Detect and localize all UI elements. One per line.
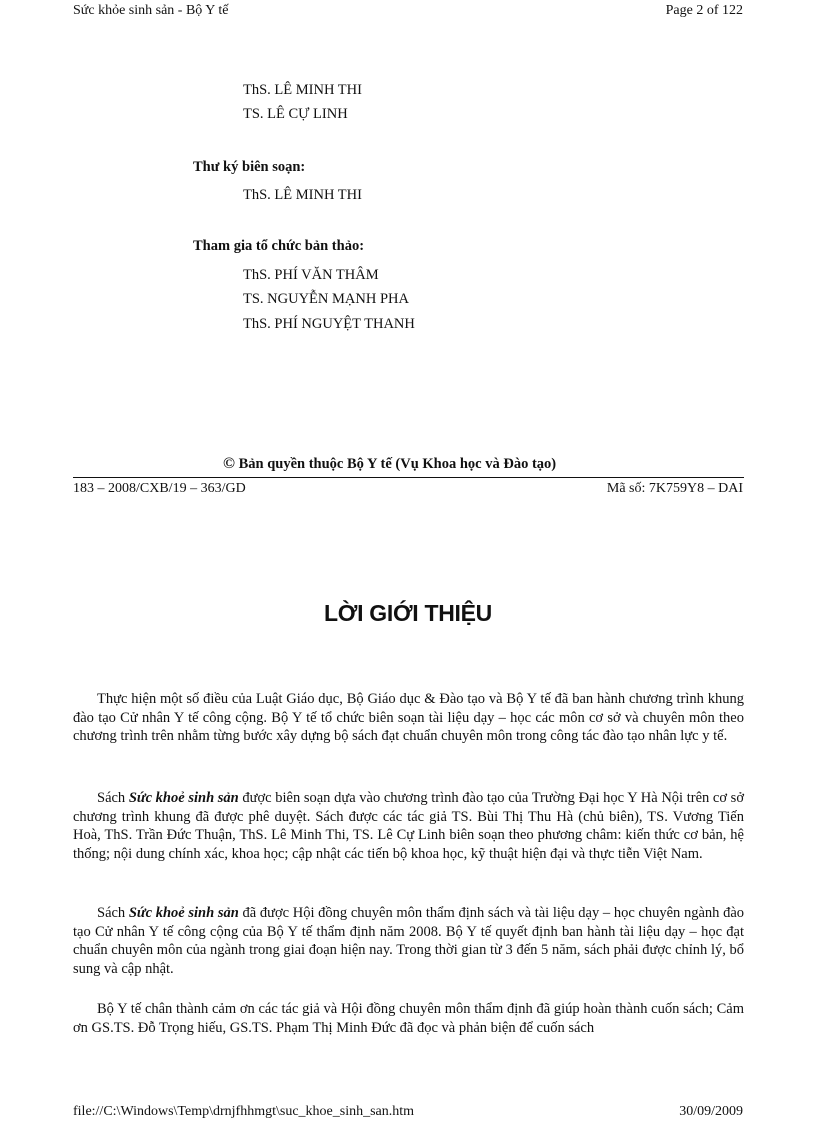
secretary-name: ThS. LÊ MINH THI	[243, 187, 362, 203]
book-title: Sức khoẻ sinh sản	[128, 790, 239, 806]
author-name: TS. LÊ CỰ LINH	[243, 106, 348, 122]
organizer-name: ThS. PHÍ NGUYỆT THANH	[243, 316, 415, 332]
copyright-text: Bản quyền thuộc Bộ Y tế (Vụ Khoa học và Đào tạo)	[238, 456, 557, 472]
print-footer-date: 30/09/2009	[679, 1104, 743, 1119]
paragraph-text: được biên soạn dựa vào chương trình đào tạo của Trường Đại học Y Hà Nội trên cơ sở chương trình khung đã được phê duyệt. Sách được các tác giả TS. Bùi Thị Thu Hà (chủ biên), TS. Vương Tiến Hoà, ThS. Trần Đức Thuận, ThS. Lê Minh Thi, TS. Lê Cự Linh biên soạn theo phương châm: kiến thức cơ bản, hệ thống; nội dung chính xác, khoa học; cập nhật các tiến bộ khoa học, kỹ thuật hiện đại và thực tiễn Việt Nam.	[73, 790, 744, 862]
print-header-page: Page 2 of 122	[665, 3, 743, 18]
paragraph-text: Sách	[97, 790, 129, 806]
intro-paragraph: Bộ Y tế chân thành cảm ơn các tác giả và Hội đồng chuyên môn thẩm định đã giúp hoàn thành cuốn sách; Cảm ơn GS.TS. Đỗ Trọng hiếu, GS.TS. Phạm Thị Minh Đức đã đọc và phản biện để cuốn sách	[73, 1001, 744, 1036]
intro-paragraph	[73, 904, 744, 978]
page-title: LỜI GIỚI THIỆU	[324, 600, 492, 626]
publication-code: 183 – 2008/CXB/19 – 363/GD	[73, 481, 246, 496]
copyright-line	[223, 455, 556, 473]
print-header-title: Sức khỏe sinh sản - Bộ Y tế	[73, 3, 229, 18]
author-name: ThS. LÊ MINH THI	[243, 82, 362, 98]
secretary-label: Thư ký biên soạn:	[193, 159, 306, 175]
paragraph-text: đã được Hội đồng chuyên môn thẩm định sách và tài liệu dạy – học chuyên ngành đào tạo Cử nhân Y tế công cộng của Bộ Y tế thẩm định năm 2008. Bộ Y tế quyết định ban hành tài liệu dạy – học đạt chuẩn chuyên môn của ngành trong giai đoạn hiện nay. Trong thời gian từ 3 đến 5 năm, sách phải được chỉnh lý, bổ sung và cập nhật.	[73, 905, 745, 977]
intro-paragraph: Thực hiện một số điều của Luật Giáo dục, Bộ Giáo dục & Đào tạo và Bộ Y tế đã ban hành chương trình khung đào tạo Cử nhân Y tế công cộng. Bộ Y tế tổ chức biên soạn tài liệu dạy – học các môn cơ sở và chuyên môn theo chương trình trên nhằm từng bước xây dựng bộ sách đạt chuẩn chuyên môn trong công tác đào tạo nhân lực y tế.	[73, 691, 744, 744]
organizer-name: TS. NGUYỄN MẠNH PHA	[243, 291, 409, 307]
divider	[73, 477, 744, 478]
book-title: Sức khoẻ sinh sản	[128, 905, 239, 921]
book-code: Mã số: 7K759Y8 – DAI	[606, 481, 743, 496]
intro-paragraph	[73, 789, 744, 863]
copyright-icon: ©	[223, 455, 235, 472]
organizer-name: ThS. PHÍ VĂN THÂM	[243, 267, 379, 283]
paragraph-text: Sách	[97, 905, 129, 921]
print-footer-path: file://C:\Windows\Temp\drnjfhhmgt\suc_khoe_sinh_san.htm	[73, 1104, 415, 1119]
organizers-label: Tham gia tổ chức bản thảo:	[193, 238, 365, 254]
